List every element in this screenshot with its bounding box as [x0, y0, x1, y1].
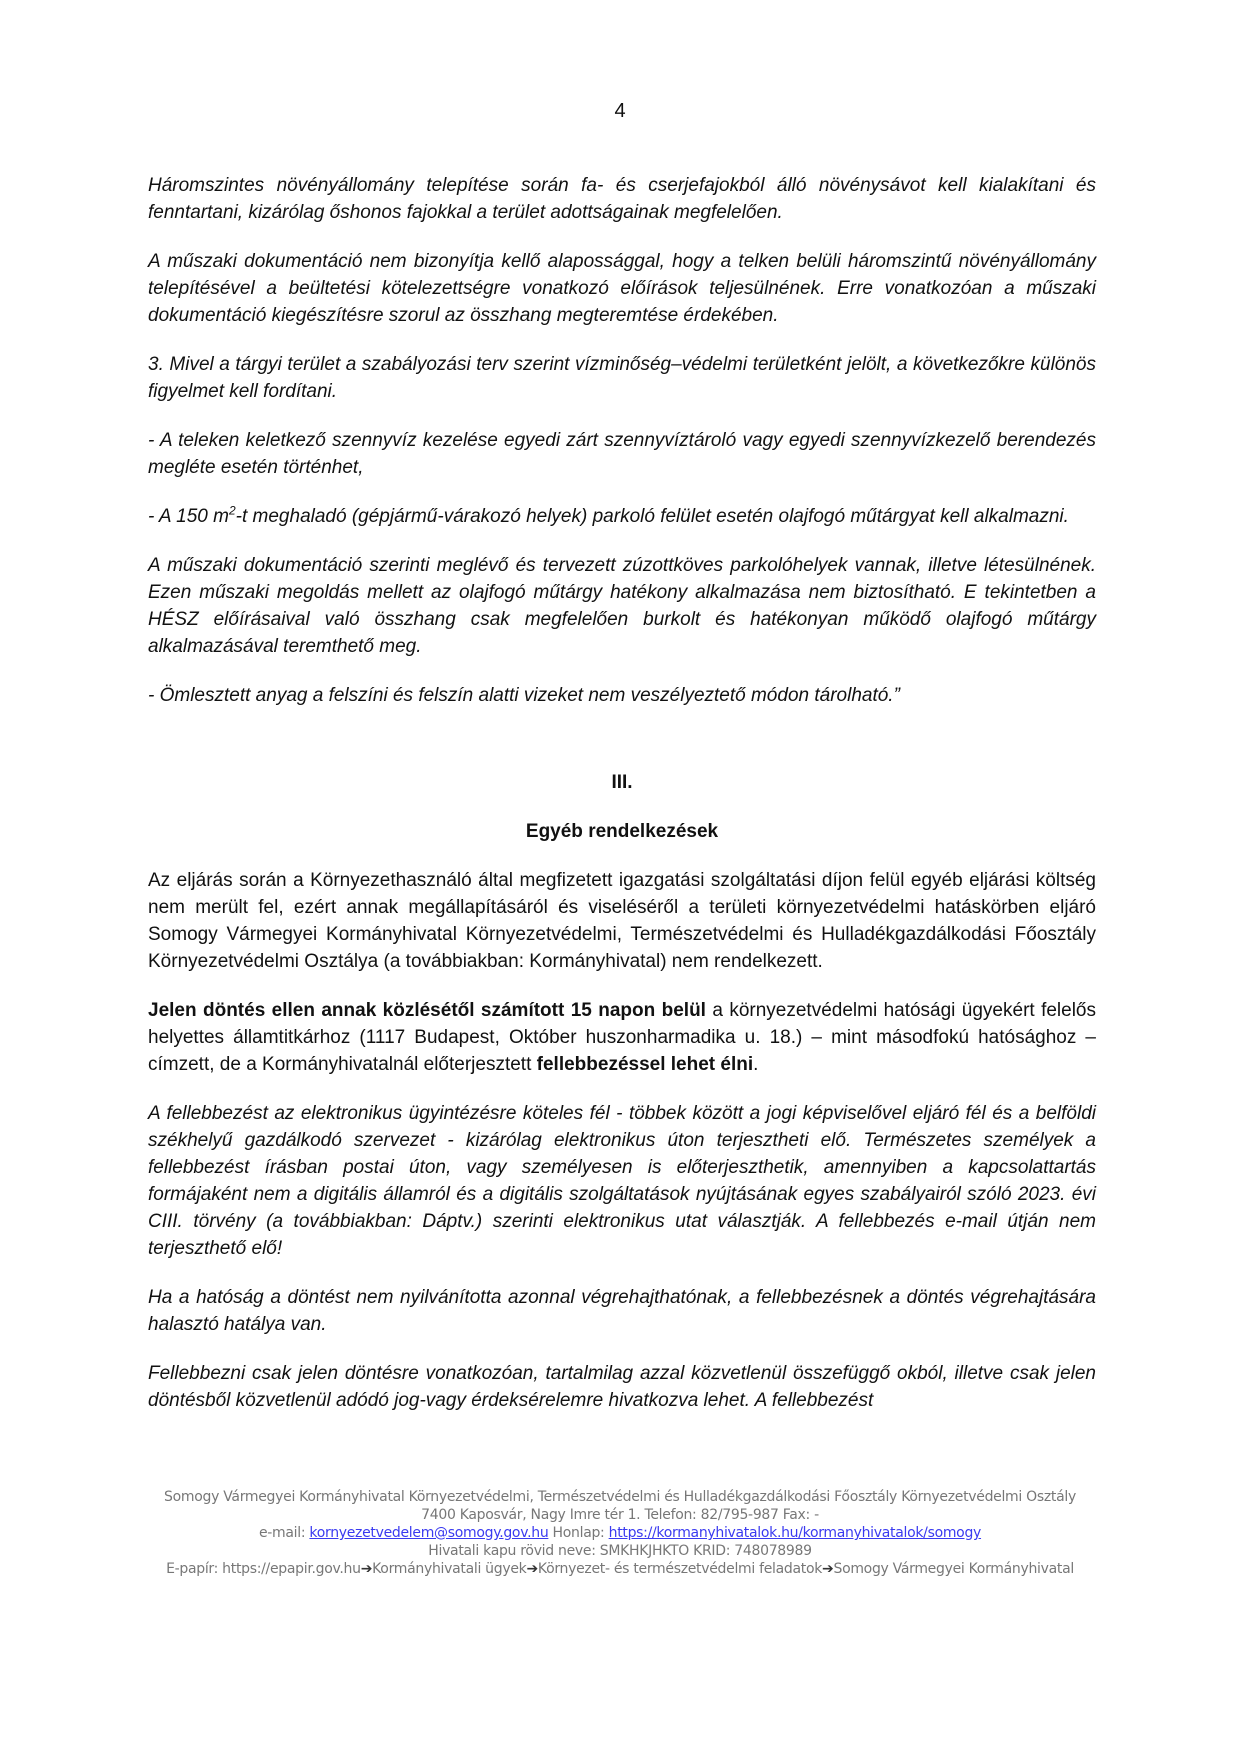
- parking-text-end: -t meghaladó (gépjármű-várakozó helyek) parkoló felület esetén olajfogó műtárgyat kell alkalmazni.: [235, 506, 1069, 527]
- section-spacer: [148, 731, 1096, 769]
- footer-email-label: e-mail:: [258, 1525, 310, 1541]
- paragraph-electronic-appeal: A fellebbezést az elektronikus ügyintézésre köteles fél - többek között a jogi képviselővel eljáró fél és a belföldi székhelyű gazdálkodó szervezet - kizárólag elektronikus úton terjesztheti elő. Természetes személyek a fellebbezést írásban postai úton, vagy személyesen is előterjeszthetik, amennyiben a kapcsolattartás formájaként nem a digitális államról és a digitális szolgáltatások nyújtásának egyes szabályairól szóló 2023. évi CIII. törvény (a továbbiakban: Dáptv.) szerinti elektronikus utat választják. A fellebbezés e-mail útján nem terjeszthető elő!: [148, 1103, 1096, 1259]
- page-number: 4: [614, 100, 626, 122]
- appeal-deadline: Jelen döntés ellen annak közlésétől számított 15 napon belül: [148, 1000, 706, 1021]
- arrow-right-icon: ➔: [822, 1561, 834, 1577]
- appeal-right: fellebbezéssel lehet élni: [536, 1054, 754, 1075]
- arrow-right-icon: ➔: [360, 1561, 373, 1577]
- paragraph-documentation: A műszaki dokumentáció nem bizonyítja kellő alapossággal, hogy a telken belüli háromszintű növényállomány telepítésével a beültetési kötelezettségre vonatkozó előírások teljesülnének. Erre vonatkozóan a műszaki dokumentáció kiegészítésre szorul az összhang megteremtése érdekében.: [148, 251, 1096, 326]
- appeal-end: .: [753, 1054, 759, 1075]
- paragraph-oil-separator: A műszaki dokumentáció szerinti meglévő és tervezett zúzottköves parkolóhelyek vannak, illetve létesülnének. Ezen műszaki megoldás mellett az olajfogó műtárgy hatékony alkalmazása nem biztosítható. E tekintetben a HÉSZ előírásaival való összhang csak megfelelően burkolt és hatékonyan működő olajfogó műtárgy alkalmazásával teremthető meg.: [148, 555, 1096, 657]
- paragraph-water-protection: 3. Mivel a tárgyi terület a szabályozási terv szerint vízminőség–védelmi területként jelölt, a következőkre különös figyelmet kell fordítani.: [148, 354, 1096, 402]
- paragraph-sewage: - A teleken keletkező szennyvíz kezelése egyedi zárt szennyvíztároló vagy egyedi szennyvízkezelő berendezés megléte esetén történhet,: [148, 430, 1096, 478]
- footer-gateway: Hivatali kapu rövid neve: SMKHKJHKTO KRID: 748078989: [428, 1543, 812, 1559]
- epapir-step-1: Kormányhivatali ügyek: [372, 1561, 527, 1577]
- paragraph-appeal-grounds: Fellebbezni csak jelen döntésre vonatkozóan, tartalmilag azzal közvetlenül összefüggő okból, illetve csak jelen döntésből közvetlenül adódó jog-vagy érdeksérelemre hivatkozva lehet. A fellebbezést: [148, 1363, 1096, 1411]
- epapir-step-2: Környezet- és természetvédelmi feladatok: [537, 1561, 823, 1577]
- paragraph-appeal: [148, 997, 1096, 1078]
- page-footer: [100, 1488, 1140, 1578]
- footer-address: 7400 Kaposvár, Nagy Imre tér 1. Telefon: 82/795-987 Fax: -: [421, 1507, 819, 1523]
- footer-web-label: Honlap:: [548, 1525, 609, 1541]
- footer-contacts: [100, 1524, 1140, 1542]
- epapir-url: E-papír: https://epapir.gov.hu: [166, 1561, 361, 1577]
- footer-email-link[interactable]: kornyezetvedelem@somogy.gov.hu: [309, 1525, 549, 1541]
- paragraph-suspensive-effect: Ha a hatóság a döntést nem nyilvánította azonnal végrehajthatónak, a fellebbezésnek a döntés végrehajtására halasztó hatálya van.: [148, 1287, 1096, 1335]
- footer-epapir: [100, 1560, 1140, 1578]
- arrow-right-icon: ➔: [526, 1561, 538, 1577]
- footer-office-name: Somogy Vármegyei Kormányhivatal Környezetvédelmi, Természetvédelmi és Hulladékgazdálkodási Főosztály Környezetvédelmi Osztály: [164, 1489, 1076, 1505]
- paragraph-planting: Háromszintes növényállomány telepítése során fa- és cserjefajokból álló növénysávot kell kialakítani és fenntartani, kizárólag őshonos fajokkal a terület adottságainak megfelelően.: [148, 175, 1096, 223]
- paragraph-bulk-material: - Ömlesztett anyag a felszíni és felszín alatti vizeket nem veszélyeztető módon tárolható.”: [148, 685, 900, 706]
- section-number: III.: [611, 772, 633, 793]
- parking-text-start: - A 150 m: [148, 506, 229, 527]
- paragraph-parking: [148, 503, 1096, 530]
- appeal-addressee: a környezetvédelmi hatósági ügyekért felelős helyettes államtitkárhoz (1117 Budapest, Október huszonharmadika u. 18.) – mint másodfokú hatósághoz – címzett, de a Kormányhivatalnál előterjesztett: [148, 1000, 1096, 1075]
- section-title: Egyéb rendelkezések: [525, 821, 719, 842]
- paragraph-costs: Az eljárás során a Környezethasználó által megfizetett igazgatási szolgáltatási díjon felül egyéb eljárási költség nem merült fel, ezért annak megállapításáról és viseléséről a területi környezetvédelmi hatáskörben eljáró Somogy Vármegyei Kormányhivatal Környezetvédelmi, Természetvédelmi és Hulladékgazdálkodási Főosztály Környezetvédelmi Osztálya (a továbbiakban: Kormányhivatal) nem rendelkezett.: [148, 870, 1096, 972]
- document-body: [148, 172, 1096, 1436]
- epapir-step-3: Somogy Vármegyei Kormányhivatal: [833, 1561, 1074, 1577]
- footer-web-link[interactable]: https://kormanyhivatalok.hu/kormanyhivatalok/somogy: [608, 1525, 982, 1541]
- superscript: 2: [228, 503, 236, 518]
